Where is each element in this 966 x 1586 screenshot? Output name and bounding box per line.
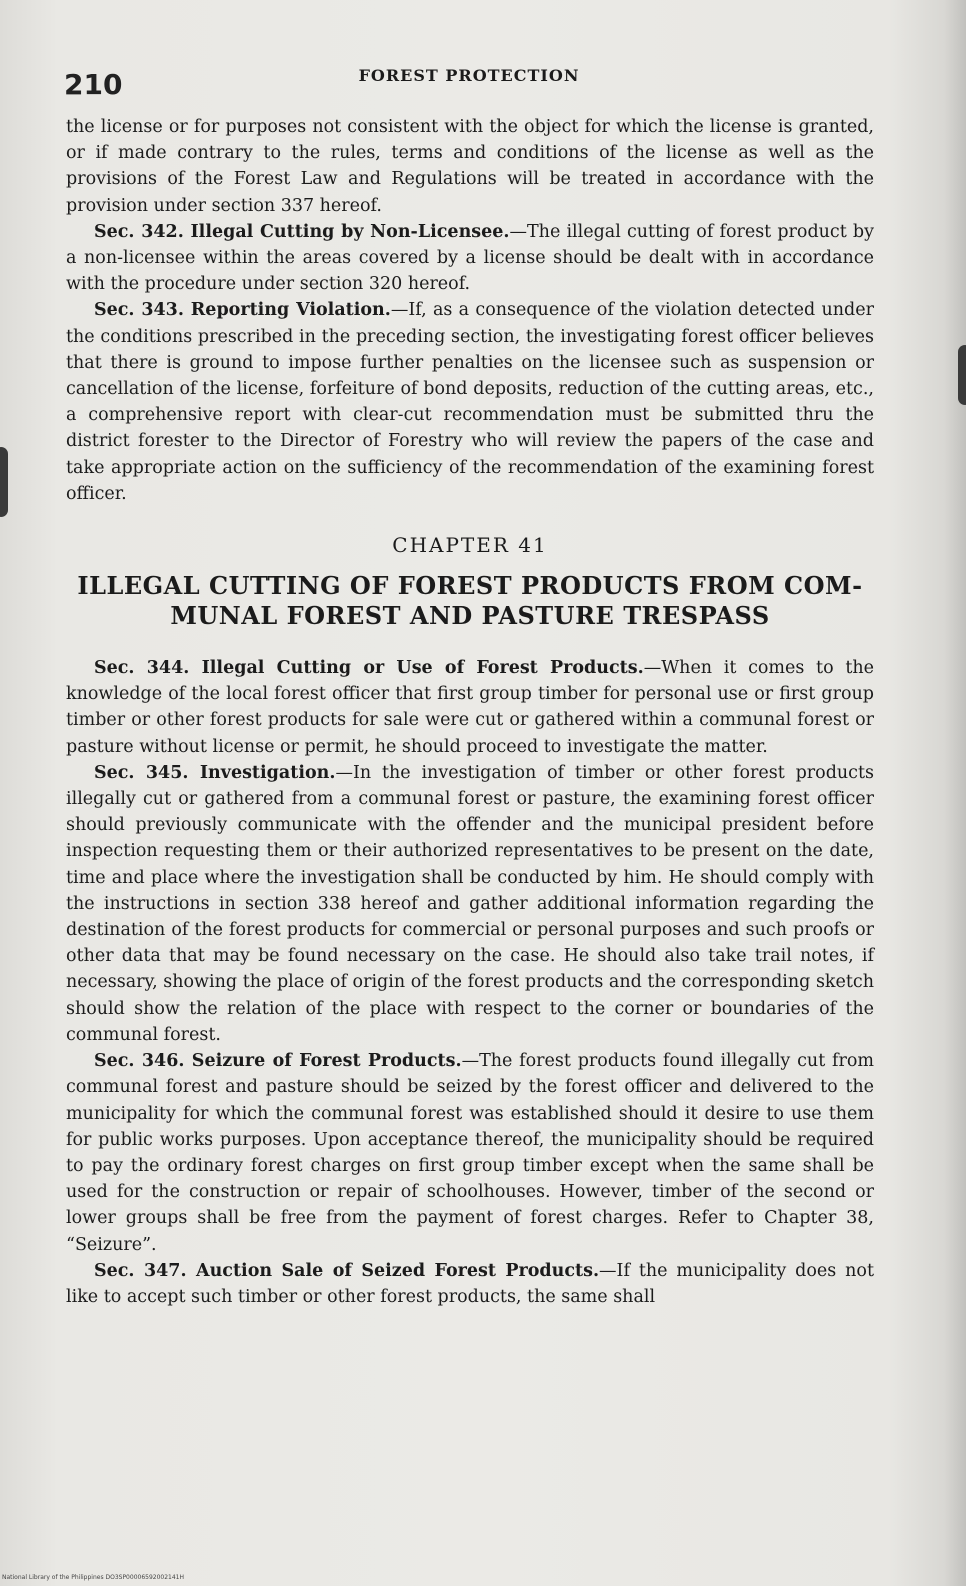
section-heading: Sec. 346. Seizure of Forest Products. <box>94 1051 462 1072</box>
paragraph <box>66 655 874 760</box>
paragraph <box>66 760 874 1048</box>
paragraph-text: —The forest products found illegally cut from communal forest and pasture should be seized by the forest officer and delivered to the municipality for which the communal forest was established should it desire to use them for public works purposes. Upon acceptance thereof, the municipality should be required to pay the ordinary forest charges on first group timber except when the same shall be used for the construction or repair of schoolhouses. However, timber of the second or lower groups shall be free from the payment of forest charges. Refer to Chapter 38, “Seizure”. <box>66 1051 874 1255</box>
chapter-title-line-1: ILLEGAL CUTTING OF FOREST PRODUCTS FROM COM- <box>77 571 863 601</box>
paragraph <box>66 114 874 219</box>
paragraph <box>66 297 874 507</box>
paragraph <box>66 1048 874 1258</box>
page-number: 210 <box>64 68 123 101</box>
binding-hole-left <box>0 447 8 517</box>
paragraph-text: —When it comes to the knowledge of the local forest officer that first group timber for personal use or first group timber or other forest products for sale were cut or gathered within a communal forest or pasture without license or permit, he should proceed to investigate the matter. <box>66 658 874 757</box>
section-heading: Sec. 342. Illegal Cutting by Non-Licensee. <box>94 221 510 242</box>
chapter-title <box>66 571 874 631</box>
section-heading: Sec. 345. Investigation. <box>94 762 336 783</box>
body-text <box>66 114 874 1310</box>
page-header <box>64 64 874 104</box>
chapter-label: CHAPTER 41 <box>392 533 548 558</box>
paragraph-text: —If the municipality does not like to accept such timber or other forest products, the same shall <box>66 1260 874 1307</box>
binding-hole-right <box>958 345 966 405</box>
paragraph <box>66 1258 874 1310</box>
chapter-title-line-2: MUNAL FOREST AND PASTURE TRESPASS <box>170 601 770 631</box>
paragraph-text: —In the investigation of timber or other forest products illegally cut or gathered from a communal forest or pasture, the examining forest officer should previously communicate with the offender and the municipal president before inspection requesting them or their authorized representatives to be present on the date, time and place where the investigation shall be conducted by him. He should comply with the instructions in section 338 hereof and gather additional information regarding the destination of the forest products for commercial or personal purposes and such proofs or other data that may be found necessary on the case. He should also take trail notes, if necessary, showing the place of origin of the forest products and the corresponding sketch should show the relation of the place with respect to the corner or boundaries of the communal forest. <box>66 762 874 1045</box>
paragraph-text: —If, as a consequence of the violation detected under the conditions prescribed in the preceding section, the investigating forest officer believes that there is ground to impose further penalties on the licensee such as suspension or cancellation of the license, forfeiture of bond deposits, reduction of the cutting areas, etc., a comprehensive report with clear-cut recommendation must be submitted thru the district forester to the Director of Forestry who will review the papers of the case and take appropriate action on the sufficiency of the recommendation of the examining forest officer. <box>66 300 874 504</box>
page-edge-shadow <box>944 0 966 1586</box>
paragraph-text: the license or for purposes not consistent with the object for which the license is granted, or if made contrary to the rules, terms and conditions of the license as well as the provisions of the Forest Law and Regulations will be treated in accordance with the provision under section 337 hereof. <box>66 117 874 216</box>
paragraph-text: —The illegal cutting of forest product by a non-licensee within the areas covered by a license should be dealt with in accordance with the procedure under section 320 hereof. <box>66 221 874 295</box>
paragraph <box>66 219 874 298</box>
section-heading: Sec. 344. Illegal Cutting or Use of Forest Products. <box>94 658 644 679</box>
section-heading: Sec. 343. Reporting Violation. <box>94 300 391 321</box>
scan-credit: National Library of the Philippines DO3SP00006592002141H <box>2 1574 185 1581</box>
running-head: FOREST PROTECTION <box>358 66 580 85</box>
section-heading: Sec. 347. Auction Sale of Seized Forest Products. <box>94 1260 600 1281</box>
